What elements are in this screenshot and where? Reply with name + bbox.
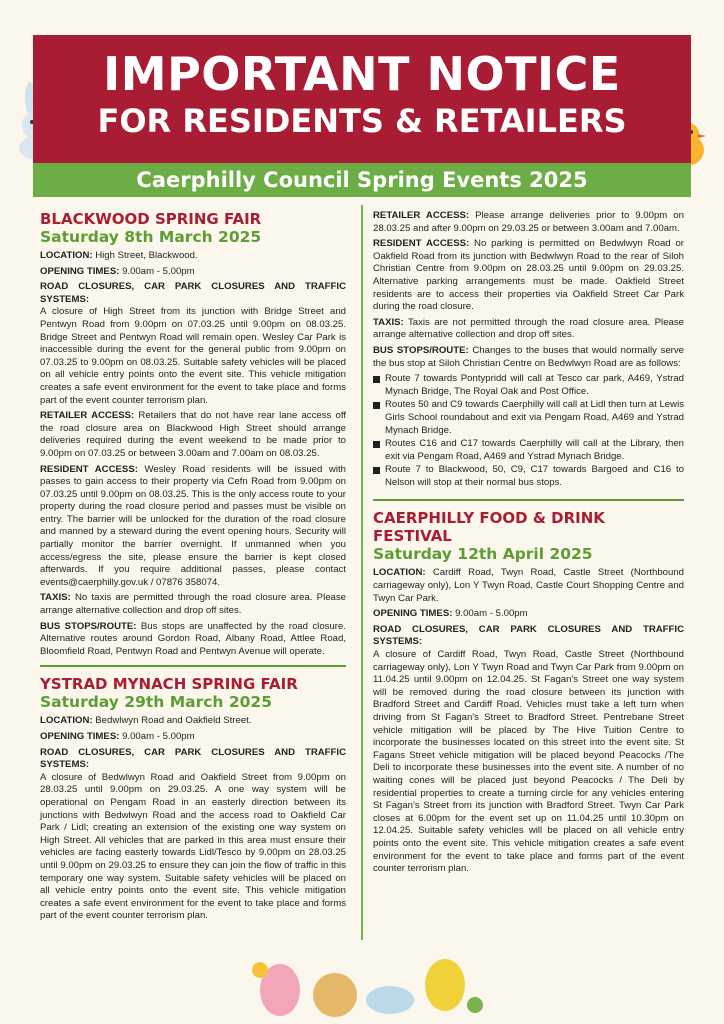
blackwood-title: BLACKWOOD SPRING FAIR bbox=[40, 210, 262, 228]
right-column bbox=[373, 210, 684, 879]
ystrad-closures: ROAD CLOSURES, CAR PARK CLOSURES AND TRAFFIC SYSTEMS: A closure of Bedwlwyn Road and Oakfield Street from 9.00pm on 28.03.25 until 9.00pm on 29.03.25. A one way system will be operational on Pengam Road in an easterly direction between its junctions with Bedwlwyn Road and the access road to Oakfield Car Park / Lidl; creating an extension of the existing one way system on High Street. All vehicles that are parked in this area must ensure their vehicles are facing easterly towards Lidl/Tesco by 9.00pm on 28.03.25 until 9.00pm on 29.03.25 to ensure they can join the flow of traffic in this temporary one way system. Suitable safety vehicles will be placed on all vehicle entry points onto the event site. This vehicle mitigation creates a safe event environment for the event to take place and forms part of the event counter terrorism plan. bbox=[40, 746, 346, 922]
ystrad-times: OPENING TIMES: 9.00am - 5.00pm bbox=[40, 731, 195, 742]
caerphilly-date: Saturday 12th April 2025 bbox=[373, 545, 593, 564]
ystrad-bus: BUS STOPS/ROUTE: Changes to the buses that would normally serve the bus stop at Siloh Christian Centre on Bedwlwyn Road are as follows: bbox=[373, 344, 684, 369]
caerphilly-times: OPENING TIMES: 9.00am - 5.00pm bbox=[373, 608, 528, 620]
caerphilly-location: LOCATION: Cardiff Road, Twyn Road, Castle Street (Northbound carriageway only), Lon Y Twyn Road, Castle Court Shopping Centre and Twyn Car Park. bbox=[373, 567, 684, 604]
blackwood-closures: ROAD CLOSURES, CAR PARK CLOSURES AND TRAFFIC SYSTEMS: A closure of High Street from its junction with Bridge Street and Pentwyn Road from 9.00pm on 07.03.25 until 9.00pm on 08.03.25. Bridge Street and Pentwyn Road will remain open. Wesley Car Park is inaccessible during the event for the general public from 9.00pm on 07.03.25 to 9.00pm on 08.03.25. Suitable safety vehicles will be placed on all vehicle entry points onto the event site. This vehicle mitigation creates a safe event environment for the event to take place and forms part of the event counter terrorism plan. bbox=[40, 281, 346, 406]
caerphilly-title: CAERPHILLY FOOD & DRINK FESTIVAL bbox=[373, 509, 605, 546]
blackwood-date: Saturday 8th March 2025 bbox=[40, 228, 262, 246]
blackwood-location: LOCATION: High Street, Blackwood. bbox=[40, 250, 198, 261]
section-separator bbox=[40, 665, 346, 667]
easter-decoration-icon bbox=[240, 945, 490, 1020]
events-subtitle-bar: Caerphilly Council Spring Events 2025 bbox=[33, 163, 691, 197]
ystrad-resident: RESIDENT ACCESS: No parking is permitted on Bedwlwyn Road or Oakfield Road from its junction with Bedwlwyn Road to the rear of Siloh Christian Centre from 9.00pm on 28.03.25 until 9.00pm on 29.03.25. Alternative parking arrangements must be made. Oakfield Street residents are to access their properties via Oakfield Street Car Park during the road closure. bbox=[373, 238, 684, 313]
blackwood-times: OPENING TIMES: 9.00am - 5.00pm bbox=[40, 265, 195, 277]
ystrad-date: Saturday 29th March 2025 bbox=[40, 693, 272, 712]
blackwood-taxis: TAXIS: No taxis are permitted through the road closure area. Please arrange alternative collection and drop off sites. bbox=[40, 592, 347, 617]
list-item: Route 7 to Blackwood, 50, C9, C17 towards Bargoed and C16 to Nelson will stop at their normal bus stops. bbox=[373, 464, 684, 489]
header-banner bbox=[33, 35, 691, 163]
blackwood-retailer: RETAILER ACCESS: Retailers that do not have rear lane access off the road closure area on Blackwood High Street should arrange deliveries required during the event weekend to be made prior to 9.00pm on 07.03.25 or between 3.00am and 7.00am on 08.03.25. bbox=[40, 410, 346, 459]
list-item: Routes 50 and C9 towards Caerphilly will call at Lidl then turn at Lewis Girls School roundabout and exit via Pengam Road, A469 and Ystrad Mynach Bridge. bbox=[373, 399, 684, 437]
ystrad-retailer: RETAILER ACCESS: Please arrange deliveries prior to 9.00pm on 28.03.25 and after 9.00pm on 29.03.25 or between 3.00am and 7.00am. bbox=[373, 210, 684, 234]
list-item: Routes C16 and C17 towards Caerphilly will call at the Library, then exit via Pengam Road, A469 and Ystrad Mynach Bridge. bbox=[373, 438, 684, 463]
left-column bbox=[40, 210, 346, 926]
bus-route-list bbox=[373, 373, 684, 489]
column-divider bbox=[361, 205, 363, 940]
blackwood-resident: RESIDENT ACCESS: Wesley Road residents will be issued with passes to gain access to their property via Cefn Road from 9.00pm on 07.03.25 until 9.00pm on 08.03.25. This is the only access route to your property during the road closure period and passes must be visible on entry. The barrier will be unlocked for the duration of the road closure and manned by a steward during the event opening hours. Security will partially monitor the barrier overnight. If unmanned when you access/egress the site, please ensure the barrier is kept closed afterwards. If you require additional passes, please contact events@caerphilly.gov.uk / 07876 358074. bbox=[40, 463, 346, 588]
ystrad-title: YSTRAD MYNACH SPRING FAIR bbox=[40, 675, 298, 694]
caerphilly-closures: ROAD CLOSURES, CAR PARK CLOSURES AND TRAFFIC SYSTEMS: A closure of Cardiff Road, Twyn Road, Castle Street (Northbound carriageway only), Lon Y Twyn Road and Twyn Car Park from 9.00pm on 11.04.25 until 9.00pm on 12.04.25. St Fagan's Street one way system will be removed during the road closure between its junction with Bradford Street and Cardiff Road. Vehicles must take a left turn when driving from St Fagan's Street to Bradford Street. Pentrebane Street vehicle mitigation will be placed by The Hive Tuition Centre to incorporate the businesses located on this street into the event site. St Fagans Street vehicle mitigation will be placed beyond Peacocks /The Deli to incorporate these businesses into the event site. A number of no waiting cones will be placed just beyond Peacocks / The Deli by residential properties to create a turning circle for any vehicles entering St Fagan's Street from its junction with Bradford Street. Twyn Car Park closes at 6.00pm for the event set up on 11.04.25 until 10.30pm on 12.04.25. Suitable safety vehicles will be placed on all vehicle entry points onto the event site. This vehicle mitigation creates a safe event environment for the event to take place and forms part of the event counter terrorism plan. bbox=[373, 623, 684, 875]
list-item: Route 7 towards Pontypridd will call at Tesco car park, A469, Ystrad Mynach Bridge, The Royal Oak and Post Office. bbox=[373, 373, 684, 398]
page-title: IMPORTANT NOTICE bbox=[103, 47, 621, 101]
blackwood-bus: BUS STOPS/ROUTE: Bus stops are unaffected by the road closure. Alternative routes around Gordon Road, Albany Road, Attlee Road, Bloomfield Road, Pentwyn Road and Pentwyn Avenue will operate. bbox=[40, 620, 346, 657]
ystrad-taxis: TAXIS: Taxis are not permitted through the road closure area. Please arrange alternative collection and drop off sites. bbox=[373, 316, 684, 341]
page-subtitle: FOR RESIDENTS & RETAILERS bbox=[97, 102, 627, 140]
section-separator bbox=[373, 499, 684, 501]
ystrad-location: LOCATION: Bedwlwyn Road and Oakfield Street. bbox=[40, 715, 252, 727]
